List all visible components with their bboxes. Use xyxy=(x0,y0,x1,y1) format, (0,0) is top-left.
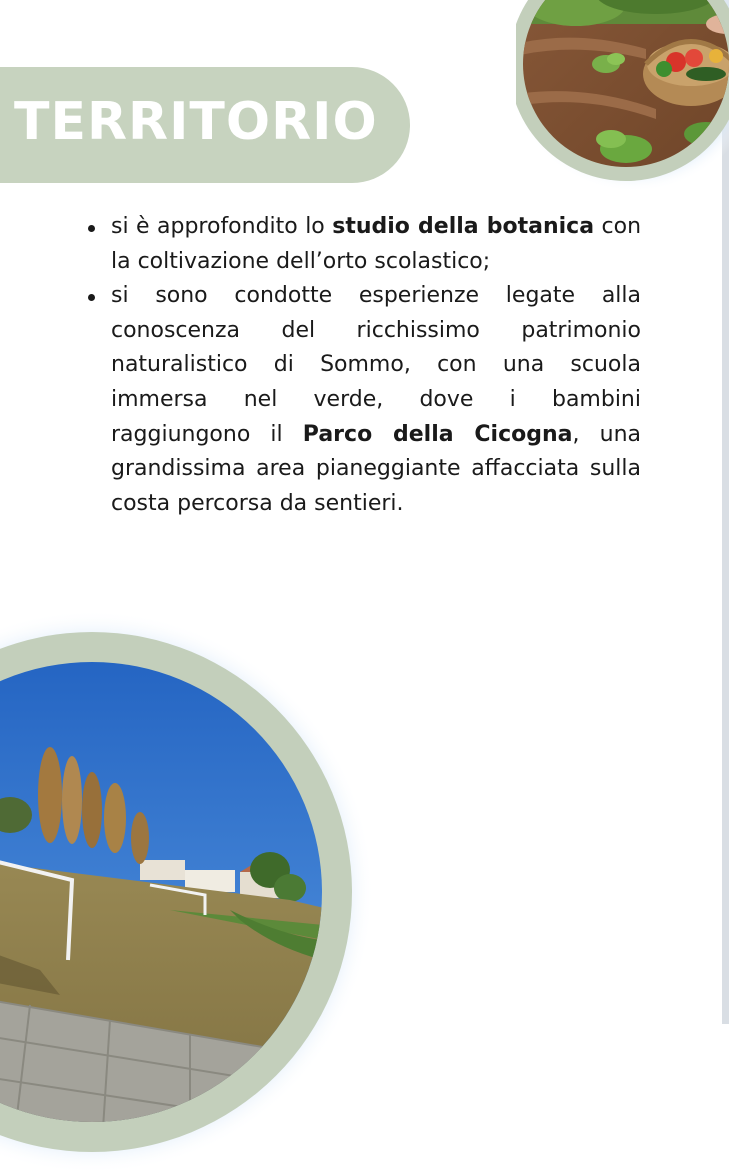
list-item xyxy=(80,210,641,279)
bullet-text: , una grandissima area pianeggiante affacciata sulla costa percorsa da sentieri. xyxy=(111,421,642,516)
bullet-list xyxy=(80,210,641,521)
park-photo xyxy=(0,610,375,1175)
garden-photo xyxy=(516,0,729,194)
bullet-bold-text: studio della botanica xyxy=(332,214,595,239)
bullet-icon xyxy=(88,294,95,301)
page-title: TERRITORIO xyxy=(14,92,378,152)
bullet-bold-text: Parco della Cicogna xyxy=(302,421,573,447)
list-item xyxy=(80,279,641,521)
bullet-text: con la coltivazione dell’orto scolastico; xyxy=(111,214,642,274)
bullet-icon xyxy=(88,225,95,232)
bullet-text: si è approfondito lo xyxy=(111,214,333,239)
bullet-text: si sono condotte esperienze legate alla conoscenza del ricchissimo patrimonio naturalistico di Sommo, con una scuola immersa nel verde, dove i bambini raggiungono il xyxy=(111,283,641,447)
